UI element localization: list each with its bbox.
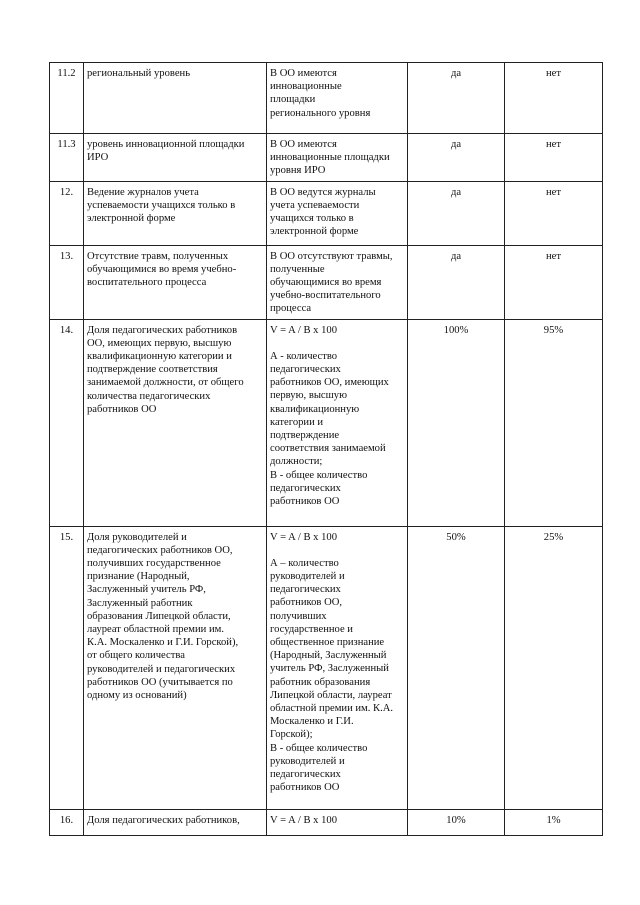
text-line: полученные xyxy=(270,263,325,275)
text-line: уровень инновационной площадки xyxy=(87,139,245,150)
text-line: А - количество xyxy=(270,350,338,362)
value-cell-1: 10% xyxy=(408,809,505,835)
text-line: руководителей и xyxy=(270,571,345,583)
text-line: должности; xyxy=(270,456,323,468)
text-line: педагогических работников ОО, xyxy=(87,544,233,556)
row-number: 12. xyxy=(50,181,84,245)
text-line: Заслуженный учитель РФ, xyxy=(87,584,206,596)
text-line: руководителей и педагогических xyxy=(87,663,236,675)
text-line: работников ОО (учитывается по xyxy=(87,676,233,688)
text-line: образования Липецкой области, xyxy=(87,610,231,622)
text-line: Ведение журналов учета xyxy=(87,186,199,198)
text-line: учебно-воспитательного xyxy=(270,290,381,302)
text-line: Москаленко и Г.И. xyxy=(270,716,354,728)
indicator-cell xyxy=(84,63,267,134)
row-number: 14. xyxy=(50,319,84,526)
value-cell-1: да xyxy=(408,181,505,245)
value-cell-2: нет xyxy=(505,134,603,182)
criteria-table xyxy=(49,62,603,836)
text-line: первую, высшую xyxy=(270,390,348,402)
text-line: квалификационную категории и xyxy=(87,351,232,363)
text-line: электронной форме xyxy=(87,213,176,225)
text-line: В ОО имеются xyxy=(270,139,337,150)
text-line: инновационные xyxy=(270,81,342,93)
text-line: признание (Народный, xyxy=(87,571,190,583)
text-line: В - общее количество xyxy=(270,469,368,481)
criterion-cell xyxy=(267,63,408,134)
text-line: областной премии им. К.А. xyxy=(270,703,394,715)
table-row xyxy=(50,526,603,809)
text-line: работников ОО xyxy=(270,496,340,508)
row-number: 15. xyxy=(50,526,84,809)
text-line: ОО, имеющих первую, высшую xyxy=(87,337,232,349)
text-line: уровня ИРО xyxy=(270,165,326,177)
text-line: обучающимися во время xyxy=(270,277,382,289)
text-line: ИРО xyxy=(87,152,109,164)
criterion-cell xyxy=(267,181,408,245)
text-line: подтверждение xyxy=(270,430,340,442)
value-cell-2: нет xyxy=(505,181,603,245)
text-line: категории и xyxy=(270,416,324,428)
text-line: Липецкой области, лауреат xyxy=(270,689,392,701)
text-line: работников ОО xyxy=(270,782,340,794)
text-line: учета успеваемости xyxy=(270,199,360,211)
table-row xyxy=(50,809,603,835)
text-line: Заслуженный работник xyxy=(87,597,193,609)
value-cell-2: нет xyxy=(505,63,603,134)
text-line: В ОО отсутствуют травмы, xyxy=(270,250,393,262)
criterion-cell xyxy=(267,526,408,809)
text-line: соответствия занимаемой xyxy=(270,443,386,455)
indicator-cell xyxy=(84,245,267,319)
text-line: успеваемости учащихся только в xyxy=(87,199,236,211)
text-line: от общего количества xyxy=(87,650,185,662)
line-gap xyxy=(270,337,404,350)
text-line: лауреат областной премии им. xyxy=(87,624,224,636)
text-line: воспитательного процесса xyxy=(87,277,207,289)
text-line: А – количество xyxy=(270,557,339,569)
value-cell-2: 25% xyxy=(505,526,603,809)
text-line: общественное признание xyxy=(270,637,385,649)
indicator-cell xyxy=(84,181,267,245)
text-line: V = A / B x 100 xyxy=(270,814,338,826)
text-line: V = A / B x 100 xyxy=(270,324,338,336)
text-line: руководителей и xyxy=(270,755,345,767)
text-line: квалификационную xyxy=(270,403,360,415)
text-line: К.А. Москаленко и Г.И. Горской), xyxy=(87,637,239,649)
table-row xyxy=(50,319,603,526)
indicator-cell xyxy=(84,809,267,835)
text-line: регионального уровня xyxy=(270,107,371,119)
row-number: 11.3 xyxy=(50,134,84,182)
text-line: электронной форме xyxy=(270,226,359,238)
text-line: V = A / B x 100 xyxy=(270,531,338,543)
text-line: занимаемой должности, от общего xyxy=(87,377,244,389)
text-line: государственное и xyxy=(270,623,353,635)
text-line: Горской); xyxy=(270,729,313,741)
text-line: В ОО имеются xyxy=(270,68,337,79)
criterion-cell xyxy=(267,809,408,835)
table-row xyxy=(50,63,603,134)
value-cell-1: да xyxy=(408,63,505,134)
text-line: педагогических xyxy=(270,364,341,376)
text-line: работников ОО, имеющих xyxy=(270,377,389,389)
value-cell-2: нет xyxy=(505,245,603,319)
text-line: получивших государственное xyxy=(87,558,221,570)
value-cell-2: 95% xyxy=(505,319,603,526)
table-row xyxy=(50,134,603,182)
criterion-cell xyxy=(267,319,408,526)
text-line: педагогических xyxy=(270,482,341,494)
value-cell-2: 1% xyxy=(505,809,603,835)
text-line: количества педагогических xyxy=(87,390,211,402)
text-line: обучающимися во время учебно- xyxy=(87,263,237,275)
text-line: работников ОО, xyxy=(270,597,343,609)
row-number: 11.2 xyxy=(50,63,84,134)
text-line: региональный уровень xyxy=(87,68,191,79)
value-cell-1: 50% xyxy=(408,526,505,809)
text-line: площадки xyxy=(270,94,316,106)
text-line: педагогических xyxy=(270,769,341,781)
text-line: педагогических xyxy=(270,584,341,596)
text-line: Доля руководителей и xyxy=(87,531,187,543)
text-line: получивших xyxy=(270,610,327,622)
value-cell-1: да xyxy=(408,134,505,182)
text-line: (Народный, Заслуженный xyxy=(270,650,387,662)
text-line: работник образования xyxy=(270,676,371,688)
indicator-cell xyxy=(84,134,267,182)
text-line: работников ОО xyxy=(87,403,157,415)
text-line: В ОО ведутся журналы xyxy=(270,186,376,198)
value-cell-1: 100% xyxy=(408,319,505,526)
text-line: учащихся только в xyxy=(270,213,354,225)
table-body xyxy=(50,63,603,836)
text-line: подтверждение соответствия xyxy=(87,364,218,376)
row-number: 13. xyxy=(50,245,84,319)
text-line: инновационные площадки xyxy=(270,152,390,164)
table-row xyxy=(50,181,603,245)
text-line: Отсутствие травм, полученных xyxy=(87,250,229,262)
indicator-cell xyxy=(84,319,267,526)
row-number: 16. xyxy=(50,809,84,835)
criterion-cell xyxy=(267,245,408,319)
text-line: В - общее количество xyxy=(270,742,368,754)
indicator-cell xyxy=(84,526,267,809)
table-row xyxy=(50,245,603,319)
criterion-cell xyxy=(267,134,408,182)
text-line: Доля педагогических работников xyxy=(87,324,238,336)
text-line: учитель РФ, Заслуженный xyxy=(270,663,389,675)
text-line: Доля педагогических работников, xyxy=(87,814,240,826)
text-line: процесса xyxy=(270,303,312,315)
value-cell-1: да xyxy=(408,245,505,319)
line-gap xyxy=(270,544,404,557)
text-line: одному из оснований) xyxy=(87,690,187,702)
